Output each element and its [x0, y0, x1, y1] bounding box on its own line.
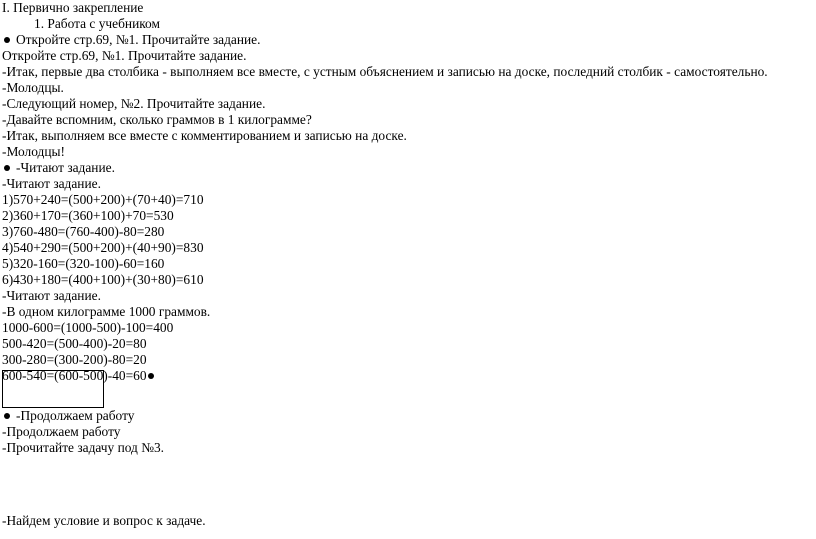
text: 2)360+170=(360+100)+70=530 — [2, 208, 174, 223]
equation-line — [2, 240, 204, 256]
text-line — [2, 513, 206, 529]
text-line — [2, 288, 101, 304]
text: 4)540+290=(500+200)+(40+90)=830 — [2, 240, 204, 255]
text: 5)320-160=(320-100)-60=160 — [2, 256, 165, 271]
text: Откройте стр.69, №1. Прочитайте задание. — [16, 32, 261, 47]
text: -Читают задание. — [2, 176, 101, 191]
text: -Читают задание. — [16, 160, 115, 175]
text: 6)430+180=(400+100)+(30+80)=610 — [2, 272, 204, 287]
text: 1. Работа с учебником — [34, 16, 160, 31]
text: 1)570+240=(500+200)+(70+40)=710 — [2, 192, 204, 207]
equation-line — [2, 336, 147, 352]
text-line — [2, 48, 246, 64]
text: Откройте стр.69, №1. Прочитайте задание. — [2, 48, 247, 63]
text: -Читают задание. — [2, 288, 101, 303]
text-line — [2, 80, 64, 96]
equation-line — [2, 352, 147, 368]
text: -Итак, выполняем все вместе с комментированием и записью на доске. — [2, 128, 407, 143]
empty-frame — [2, 370, 104, 408]
text-line — [2, 128, 407, 144]
text: -Следующий номер, №2. Прочитайте задание. — [2, 96, 266, 111]
text: 3)760-480=(760-400)-80=280 — [2, 224, 165, 239]
text: -Молодцы. — [2, 80, 64, 95]
text-line — [2, 144, 65, 160]
equation-line — [2, 320, 173, 336]
text: -Прочитайте задачу под №3. — [2, 440, 165, 455]
text: -В одном килограмме 1000 граммов. — [2, 304, 211, 319]
text: -Продолжаем работу — [16, 408, 135, 423]
heading-line — [2, 0, 143, 16]
text: 1000-600=(1000-500)-100=400 — [2, 320, 174, 335]
text: -Давайте вспомним, сколько граммов в 1 килограмме? — [2, 112, 312, 127]
equation-line — [2, 208, 174, 224]
bullet-line — [4, 32, 260, 48]
text-line — [2, 64, 768, 80]
text: -Продолжаем работу — [2, 424, 121, 439]
text: -Найдем условие и вопрос к задаче. — [2, 513, 206, 528]
bullet-line — [4, 160, 115, 176]
equation-line — [2, 192, 204, 208]
bullet-icon — [148, 373, 154, 379]
text-line — [2, 176, 101, 192]
text: I. Первично закрепление — [2, 0, 144, 15]
text: 500-420=(500-400)-20=80 — [2, 336, 147, 351]
text: -Молодцы! — [2, 144, 65, 159]
equation-line — [2, 256, 164, 272]
bullet-icon — [4, 165, 10, 171]
text: -Итак, первые два столбика - выполняем все вместе, с устным объяснением и записью на доске, последний столбик - самостоятельно. — [2, 64, 768, 79]
subheading-line — [34, 16, 160, 32]
text-line — [2, 440, 164, 456]
text: 600-540=(600-500)-40=60 — [2, 368, 147, 383]
bullet-icon — [4, 37, 10, 43]
equation-line — [2, 272, 204, 288]
bullet-line — [4, 408, 134, 424]
text: 300-280=(300-200)-80=20 — [2, 352, 147, 367]
text-line — [2, 112, 312, 128]
text-line — [2, 424, 120, 440]
bullet-icon — [4, 413, 10, 419]
equation-line — [2, 224, 164, 240]
text-line — [2, 304, 210, 320]
text-line — [2, 96, 265, 112]
